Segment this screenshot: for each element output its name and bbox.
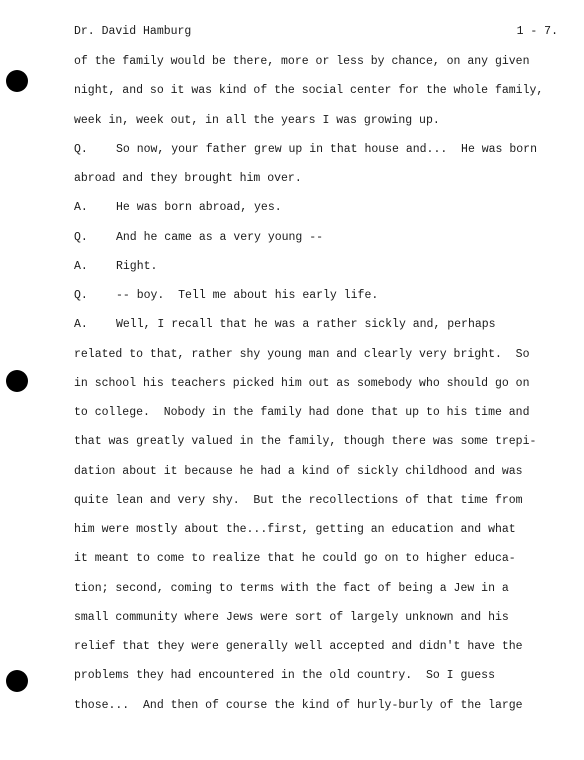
transcript-line — [74, 403, 558, 432]
transcript-line — [74, 608, 558, 637]
transcript-line — [74, 579, 558, 608]
line-text: quite lean and very shy. But the recollections of that time from — [74, 493, 523, 507]
transcript-line — [74, 666, 558, 695]
transcript-line — [74, 549, 558, 578]
interviewee-name: Dr. David Hamburg — [74, 25, 192, 38]
line-text: tion; second, coming to terms with the fact of being a Jew in a — [74, 581, 509, 595]
transcript-line — [74, 169, 558, 198]
speaker-label: A. — [74, 201, 88, 215]
speaker-label: A. — [74, 259, 88, 273]
line-text: in school his teachers picked him out as somebody who should go on — [74, 376, 530, 390]
line-text: night, and so it was kind of the social center for the whole family, — [74, 84, 544, 98]
line-text: He was born abroad, yes. — [116, 201, 282, 215]
line-text: small community where Jews were sort of largely unknown and his — [74, 610, 509, 624]
transcript-line — [74, 81, 558, 110]
binder-hole-bottom — [6, 670, 28, 692]
speaker-label: Q. — [74, 230, 88, 244]
transcript-line — [74, 520, 558, 549]
line-text: him were mostly about the...first, getting an education and what — [74, 523, 516, 536]
transcript-line — [74, 637, 558, 666]
line-text: And he came as a very young -- — [116, 230, 324, 244]
line-text: abroad and they brought him over. — [74, 172, 302, 185]
speaker-label: Q. — [74, 142, 88, 156]
speaker-label: Q. — [74, 289, 88, 302]
transcript-line — [74, 345, 558, 374]
transcript-line — [74, 52, 558, 81]
transcript-line — [74, 432, 558, 461]
transcript-line — [74, 315, 558, 344]
transcript-line — [74, 140, 558, 169]
transcript-line — [74, 228, 558, 257]
transcript-body — [74, 52, 558, 725]
page-header — [74, 23, 558, 41]
line-text: So now, your father grew up in that house and... He was born — [116, 142, 537, 156]
binder-hole-top — [6, 70, 28, 92]
line-text: relief that they were generally well accepted and didn't have the — [74, 640, 523, 653]
line-text: Well, I recall that he was a rather sickly and, perhaps — [116, 318, 496, 332]
transcript-line — [74, 286, 558, 315]
line-text: -- boy. Tell me about his early life. — [116, 289, 379, 302]
line-text: Right. — [116, 259, 158, 273]
transcript-line — [74, 696, 558, 725]
line-text: it meant to come to realize that he could go on to higher educa- — [74, 552, 516, 566]
transcript-line — [74, 491, 558, 520]
line-text: of the family would be there, more or less by chance, on any given — [74, 55, 530, 68]
speaker-label: A. — [74, 318, 88, 332]
page-number: 1 - 7. — [516, 25, 558, 38]
transcript-line — [74, 257, 558, 286]
transcript-line — [74, 374, 558, 403]
line-text: related to that, rather shy young man and clearly very bright. So — [74, 347, 530, 361]
line-text: those... And then of course the kind of hurly-burly of the large — [74, 698, 523, 712]
line-text: problems they had encountered in the old country. So I guess — [74, 669, 495, 683]
transcript-line — [74, 111, 558, 140]
line-text: dation about it because he had a kind of sickly childhood and was — [74, 464, 523, 478]
line-text: that was greatly valued in the family, though there was some trepi- — [74, 435, 537, 449]
line-text: week in, week out, in all the years I was growing up. — [74, 113, 440, 127]
transcript-line — [74, 198, 558, 227]
transcript-line — [74, 462, 558, 491]
binder-hole-middle — [6, 370, 28, 392]
line-text: to college. Nobody in the family had done that up to his time and — [74, 406, 530, 419]
